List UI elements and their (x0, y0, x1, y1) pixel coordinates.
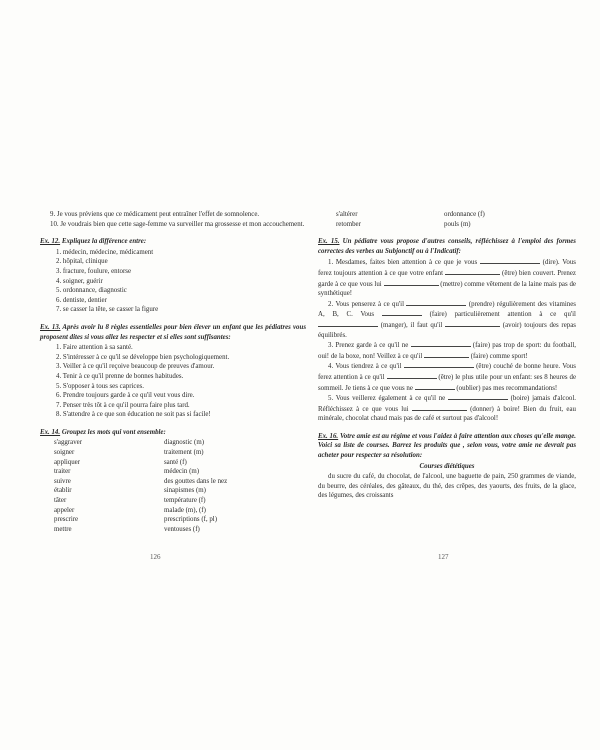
text-run: 4. Vous tiendrez à ce qu'il (328, 363, 402, 371)
list-item: 8. S'attendre à ce que son éducation ne soit pas si facile! (56, 411, 211, 419)
text-run: couvert. Prenez garde à ce que vous lui (318, 269, 576, 288)
text-run: (être) le plus utile (438, 373, 488, 381)
answer-blank[interactable] (406, 299, 466, 306)
answer-blank[interactable] (387, 372, 437, 379)
answer-blank[interactable] (415, 383, 455, 390)
list-item: 1. médecin, médecine, médicament (56, 248, 154, 256)
ex13-heading (40, 323, 306, 342)
ex15-paragraph-4 (318, 361, 576, 393)
verb-cell: établir (54, 487, 72, 495)
ex15-heading (318, 237, 576, 256)
text-run: 2. Vous penserez à ce qu'il (328, 300, 405, 308)
ex16-body: du sucre du café, du chocolat, de l'alcool, une baguette de pain, 250 grammes de viande, du beurre, des céréales, des gâteaux, du thé, des crêpes, des yaourts, des fruits, de la glace, des légumes, des croissants (318, 473, 576, 500)
answer-blank[interactable] (318, 320, 378, 327)
ex15-paragraph-1 (318, 257, 576, 298)
text-run: (boire) (510, 395, 530, 403)
noun-cell: ventouses (f) (164, 525, 200, 533)
list-item: 2. hôpital, clinique (56, 258, 108, 266)
text-run: (oublier) pas mes recommandations! (456, 384, 558, 392)
list-item: 2. S'intéresser à ce qu'il se développe bien psychologiquement. (56, 353, 230, 361)
noun-cell: sinapismes (m) (164, 487, 206, 495)
verb-cell: soigner (54, 449, 75, 457)
ex12-heading (40, 237, 306, 247)
ex14-number: Ex. 14. (40, 428, 61, 436)
ex13-number: Ex. 13. (40, 323, 61, 331)
noun-cell: prescriptions (f, pl) (164, 516, 218, 524)
text-run: jamais d'alcool. Réfléchissez à ce que vous lui (318, 395, 576, 413)
list-item: 4. soigner, guérir (56, 277, 103, 285)
ex14-continued-table (318, 210, 576, 229)
text-run: (être) couché de bonne (476, 363, 541, 371)
verb-cell: prescrire (54, 516, 79, 524)
ex15-paragraph-2 (318, 299, 576, 340)
text-run: comme sport! (489, 352, 528, 360)
ex16-number: Ex. 16. (318, 432, 339, 440)
ex14-word-table (40, 438, 306, 534)
list-item: 3. Veiller à ce qu'il reçoive beaucoup de preuves d'amour. (56, 363, 215, 371)
ex16-subtitle: Courses diététiques (419, 462, 475, 470)
list-item: 1. Faire attention à sa santé. (56, 344, 133, 352)
text-run: du football, oui! de la boxe, non! Veillez à ce qu'il (318, 342, 576, 360)
text-run: (être) bien (502, 269, 531, 277)
verb-cell: traiter (54, 468, 71, 476)
list-item: 7. se casser la tête, se casser la figure (56, 306, 159, 314)
answer-blank[interactable] (445, 320, 500, 327)
noun-cell: diagnostic (m) (164, 439, 204, 447)
answer-blank[interactable] (448, 393, 508, 400)
text-run: (avoir) toujours des repas équilibrés. (318, 321, 576, 339)
left-page (40, 210, 306, 534)
text-run: (faire) particulièrement attention (429, 311, 532, 319)
list-item: 6. dentiste, dentier (56, 296, 107, 304)
ex14-heading (40, 428, 306, 438)
text-run: 3. Prenez garde à ce qu'il ne (328, 342, 409, 350)
intro-line-10: 10. Je voudrais bien que cette sage-femme va surveiller ma grossesse et mon accouchement. (50, 220, 305, 228)
list-item: 5. ordonnance, diagnostic (56, 287, 127, 295)
verb-cell: s'altérer (336, 211, 358, 218)
noun-cell: ordonnance (f) (444, 211, 485, 218)
list-item: 7. Penser très tôt à ce qu'il pourra faire plus tard. (56, 401, 190, 409)
ex14-title: Groupez les mots qui vont ensemble: (61, 428, 166, 436)
ex12-title: Expliquez la différence entre: (61, 238, 147, 246)
ex13-list (40, 343, 306, 420)
text-run: (prendre) régulièrement des (468, 300, 547, 308)
intro-line-9: 9. Je vous préviens que ce médicament peut entraîner l'effet de somnolence. (50, 211, 260, 218)
text-run: 5. Vous veillerez également à ce qu'il ne (328, 395, 446, 403)
answer-blank[interactable] (404, 361, 474, 368)
text-run: Vous ferez toujours attention à ce que votre enfant (318, 259, 576, 277)
ex12-number: Ex. 12. (40, 238, 61, 246)
ex15-paragraph-3 (318, 340, 576, 361)
page-number-right: 127 (438, 553, 449, 561)
right-page (318, 210, 576, 501)
verb-cell: appliquer (54, 458, 81, 466)
ex15-number: Ex. 15. (318, 238, 340, 246)
ex15-paragraph-5 (318, 393, 576, 424)
verb-cell: suivre (54, 477, 71, 485)
text-run: (dire). (542, 259, 560, 267)
text-run: pour un enfant: ses 8 heures de sommeil. Je tiens à ce que vous ne (318, 373, 576, 392)
ex16-title: Votre amie est au régime et vous l'aidez à faire attention aux choses qu'elle mange. Voici sa liste de courses. Barrez les produits que , selon vous, votre amie ne devrait pas acheter pour respecter sa résolution: (318, 432, 576, 460)
noun-cell: pouls (m) (444, 220, 471, 228)
noun-cell: des gouttes dans le nez (164, 477, 228, 485)
verb-cell: s'aggraver (54, 439, 83, 447)
list-item: 4. Tenir à ce qu'il prenne de bonnes habitudes. (56, 372, 184, 380)
answer-blank[interactable] (412, 404, 467, 411)
noun-cell: santé (f) (164, 458, 187, 466)
text-run: à ce qu'il (539, 311, 576, 319)
text-run: (donner) à (470, 405, 501, 413)
text-run: heure. Vous ferez attention à ce qu'il (318, 363, 576, 381)
list-item: 5. S'opposer à tous ses caprices. (56, 382, 144, 390)
verb-cell: tâter (54, 497, 67, 505)
answer-blank[interactable] (382, 309, 422, 316)
noun-cell: traitement (m) (164, 449, 204, 457)
ex16-heading (318, 432, 576, 461)
text-run: (faire) pas trop de sport: (472, 342, 542, 350)
noun-cell: médecin (m) (164, 468, 200, 476)
verb-cell: mettre (54, 525, 72, 533)
text-run: (faire) (470, 352, 488, 360)
list-item: 6. Prendre toujours garde à ce qu'il veut vous dire. (56, 392, 195, 400)
answer-blank[interactable] (411, 340, 471, 347)
text-run: vitamines A, B, C. Vous (318, 300, 576, 319)
text-run: (mettre) comme (440, 280, 485, 288)
noun-cell: température (f) (164, 497, 206, 505)
verb-cell: retomber (336, 220, 361, 228)
text-run: 1. Mesdames, faites bien attention à ce que je vous (328, 259, 478, 267)
answer-blank[interactable] (445, 268, 500, 275)
verb-cell: appeler (54, 506, 75, 514)
ex12-list (40, 248, 306, 315)
page-number-left: 126 (150, 553, 161, 561)
list-item: 3. fracture, foulure, entorse (56, 267, 131, 275)
answer-blank[interactable] (384, 279, 439, 286)
ex13-title: Après avoir lu 8 règles essentielles pour bien élever un enfant que les pédiatres vous proposent dites si vous allez les respecter et si elles sont suffisantes: (40, 323, 307, 341)
answer-blank[interactable] (480, 257, 540, 264)
text-run: vêtement de la laine mais pas de synthétique! (318, 280, 576, 298)
noun-cell: malade (m), (f) (164, 506, 206, 514)
ex15-title: Un pédiatre vous propose d'autres conseils, réfléchissez à l'emploi des formes correctes des verbes au Subjonctif ou à l'Indicatif: (318, 238, 576, 255)
answer-blank[interactable] (424, 351, 469, 358)
text-run: (manger), il faut qu'il (380, 321, 443, 329)
text-run: boire! Bien du fruit, eau minérale, chocolat chaud mais pas de café et surtout pas d'alcool! (318, 405, 576, 423)
